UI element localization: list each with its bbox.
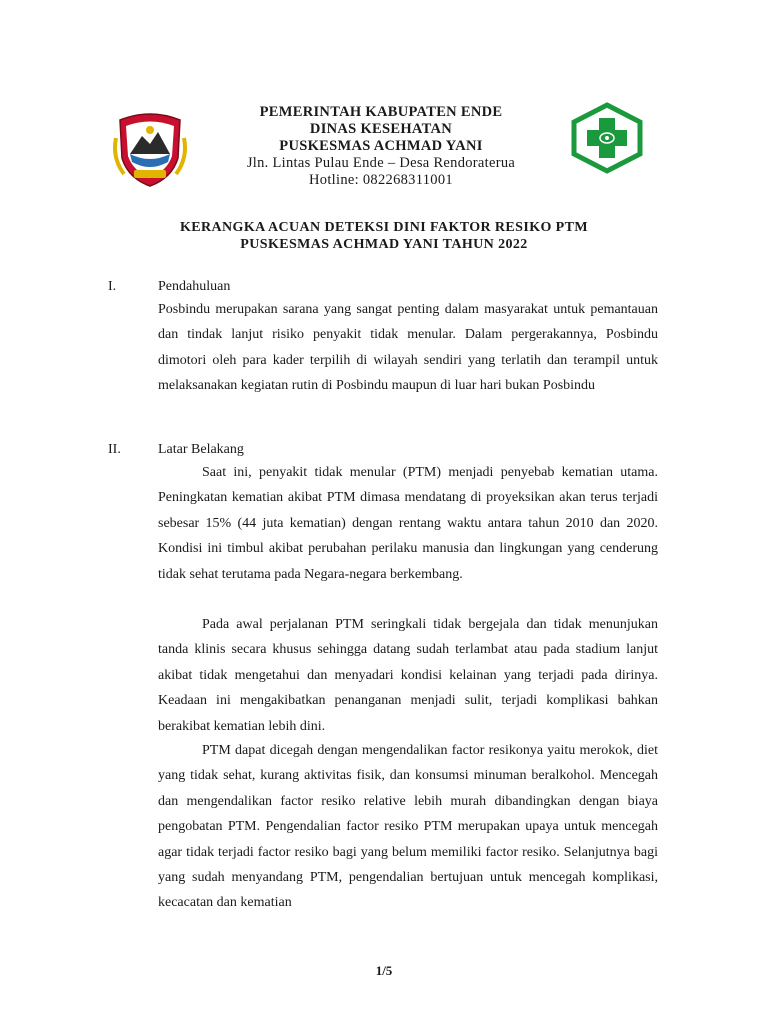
letterhead-government: PEMERINTAH KABUPATEN ENDE: [259, 104, 503, 120]
letterhead-hotline: Hotline: 082268311001: [309, 172, 453, 188]
section-paragraph: Posbindu merupakan sarana yang sangat penting dalam masyarakat untuk pemantauan dan tindak lanjut risiko penyakit tidak menular. Dalam pergerakannya, Posbindu dimotori oleh para kader terpilih di wilayah sendiri yang terlatih dan terampil untuk melaksanakan kegiatan rutin di Posbindu maupun di luar hari bukan Posbindu: [158, 302, 658, 394]
section-number: II.: [108, 442, 121, 457]
section-paragraph: Pada awal perjalanan PTM seringkali tidak bergejala dan tidak menunjukan tanda klinis secara khusus sehingga datang sudah terlambat atau pada stadium lanjut akibat tidak mengetahui dan menyadari kondisi kelainan yang terjadi pada dirinya. Keadaan ini mengakibatkan penanganan menjadi sulit, terjadi komplikasi bahkan berakibat kematian lebih dini.: [158, 617, 658, 734]
letterhead-puskesmas: PUSKESMAS ACHMAD YANI: [279, 138, 483, 154]
letterhead-address: Jln. Lintas Pulau Ende – Desa Rendoraterua: [246, 155, 516, 171]
kemenkes-cross-icon: [570, 102, 644, 174]
letterhead-department: DINAS KESEHATAN: [309, 121, 453, 137]
section-title: Latar Belakang: [158, 442, 244, 457]
section-number: I.: [108, 279, 117, 294]
letterhead: [200, 104, 562, 189]
section-paragraph: Saat ini, penyakit tidak menular (PTM) menjadi penyebab kematian utama. Peningkatan kematian akibat PTM dimasa mendatang di proyeksikan akan terus terjadi sebesar 15% (44 juta kematian) dengan rentang waktu antara tahun 2010 dan 2020. Kondisi ini timbul akibat perubahan perilaku manusia dan lingkungan yang cenderung tidak sehat terutama pada Negara-negara berkembang.: [158, 465, 658, 582]
page-number: 1/5: [375, 963, 393, 978]
regency-crest-icon: [112, 108, 188, 188]
section-title: Pendahuluan: [158, 279, 231, 294]
title-line-1: KERANGKA ACUAN DETEKSI DINI FAKTOR RESIKO PTM: [180, 220, 588, 235]
section-paragraph: PTM dapat dicegah dengan mengendalikan factor resikonya yaitu merokok, diet yang tidak sehat, kurang aktivitas fisik, dan konsumsi minuman beralkohol. Mencegah dan mengendalikan factor resiko relative lebih murah dibandingkan dengan biaya pengobatan PTM. Pengendalian factor resiko PTM merupakan upaya untuk mencegah agar tidak terjadi factor resiko bagi yang belum memiliki factor resiko. Selanjutnya bagi yang sudah menyandang PTM, pengendalian bertujuan untuk mencegah komplikasi, kecacatan dan kematian: [158, 743, 658, 911]
document-title: [120, 219, 648, 253]
title-line-2: PUSKESMAS ACHMAD YANI TAHUN 2022: [240, 237, 528, 252]
